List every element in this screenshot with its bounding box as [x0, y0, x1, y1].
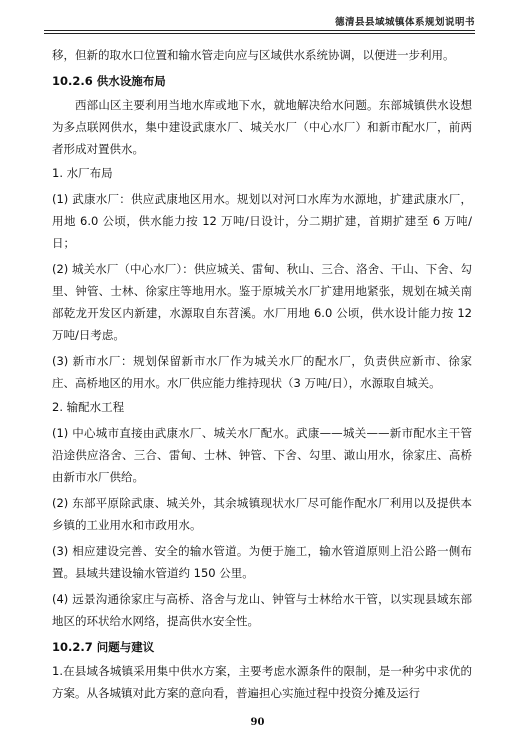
subsection-label-transmission: 2. 输配水工程 — [52, 400, 125, 414]
header-rule-thin — [44, 33, 475, 34]
section-heading-10-2-6: 10.2.6 供水设施布局 — [52, 74, 166, 88]
section-heading-10-2-7: 10.2.7 问题与建议 — [52, 640, 155, 654]
subsection-label-waterworks: 1. 水厂布局 — [52, 166, 113, 180]
page-number: 90 — [250, 717, 265, 728]
header-rule — [44, 30, 475, 31]
running-header: 德清县县域城镇体系规划说明书 — [334, 17, 475, 28]
list-item-wukang-waterworks: (1) 武康水厂：供应武康地区用水。规划以对河口水库为水源地，扩建武康水厂，用地 6.0 公顷，供水能力按 12 万吨/日设计，分二期扩建，首期扩建至 6 万吨/日； — [52, 192, 472, 250]
list-item-ring-network: (4) 远景沟通徐家庄与高桥、洛舍与龙山、钟管与士林给水干管，以实现县域东部地区的环状给水网络，提高供水安全性。 — [52, 592, 472, 628]
paragraph-water-supply-overview: 西部山区主要利用当地水库或地下水，就地解决给水问题。东部城镇供水设想为多点联网供水，集中建设武康水厂、城关水厂（中心水厂）和新市配水厂，前两者形成对置供水。 — [52, 98, 472, 156]
list-item-central-city-distribution: (1) 中心城市直接由武康水厂、城关水厂配水。武康——城关——新市配水主干管沿途供应洛舍、三合、雷甸、士林、钟管、下舍、勾里、澉山用水，徐家庄、高桥由新市水厂供给。 — [52, 426, 472, 484]
list-item-chengguan-waterworks: (2) 城关水厂（中心水厂）：供应城关、雷甸、秋山、三合、洛舍、干山、下舍、勾里、钟管、士林、徐家庄等地用水。鉴于原城关水厂扩建用地紧张，规划在城关南部乾龙开发区内新建，水源取自东苕溪。水厂用地 6.0 公顷，供水设计能力按 12 万吨/日考虑。 — [52, 262, 472, 342]
paragraph-continuation: 移，但新的取水口位置和输水管走向应与区域供水系统协调，以便进一步利用。 — [52, 48, 455, 62]
paragraph-issues: 1.在县域各城镇采用集中供水方案，主要考虑水源条件的限制，是一种劣中求优的方案。从各城镇对此方案的意向看，普遍担心实施过程中投资分摊及运行 — [52, 664, 472, 700]
list-item-pipeline-construction: (3) 相应建设完善、安全的输水管道。为便于施工，输水管道原则上沿公路一侧布置。县域共建设输水管道约 150 公里。 — [52, 544, 472, 580]
list-item-eastern-plain: (2) 东部平原除武康、城关外，其余城镇现状水厂尽可能作配水厂利用以及提供本乡镇的工业用水和市政用水。 — [52, 496, 472, 532]
list-item-xinshi-waterworks: (3) 新市水厂：规划保留新市水厂作为城关水厂的配水厂，负责供应新市、徐家庄、高桥地区的用水。水厂供应能力维持现状（3 万吨/日），水源取自城关。 — [52, 354, 472, 390]
page-body — [52, 44, 472, 704]
